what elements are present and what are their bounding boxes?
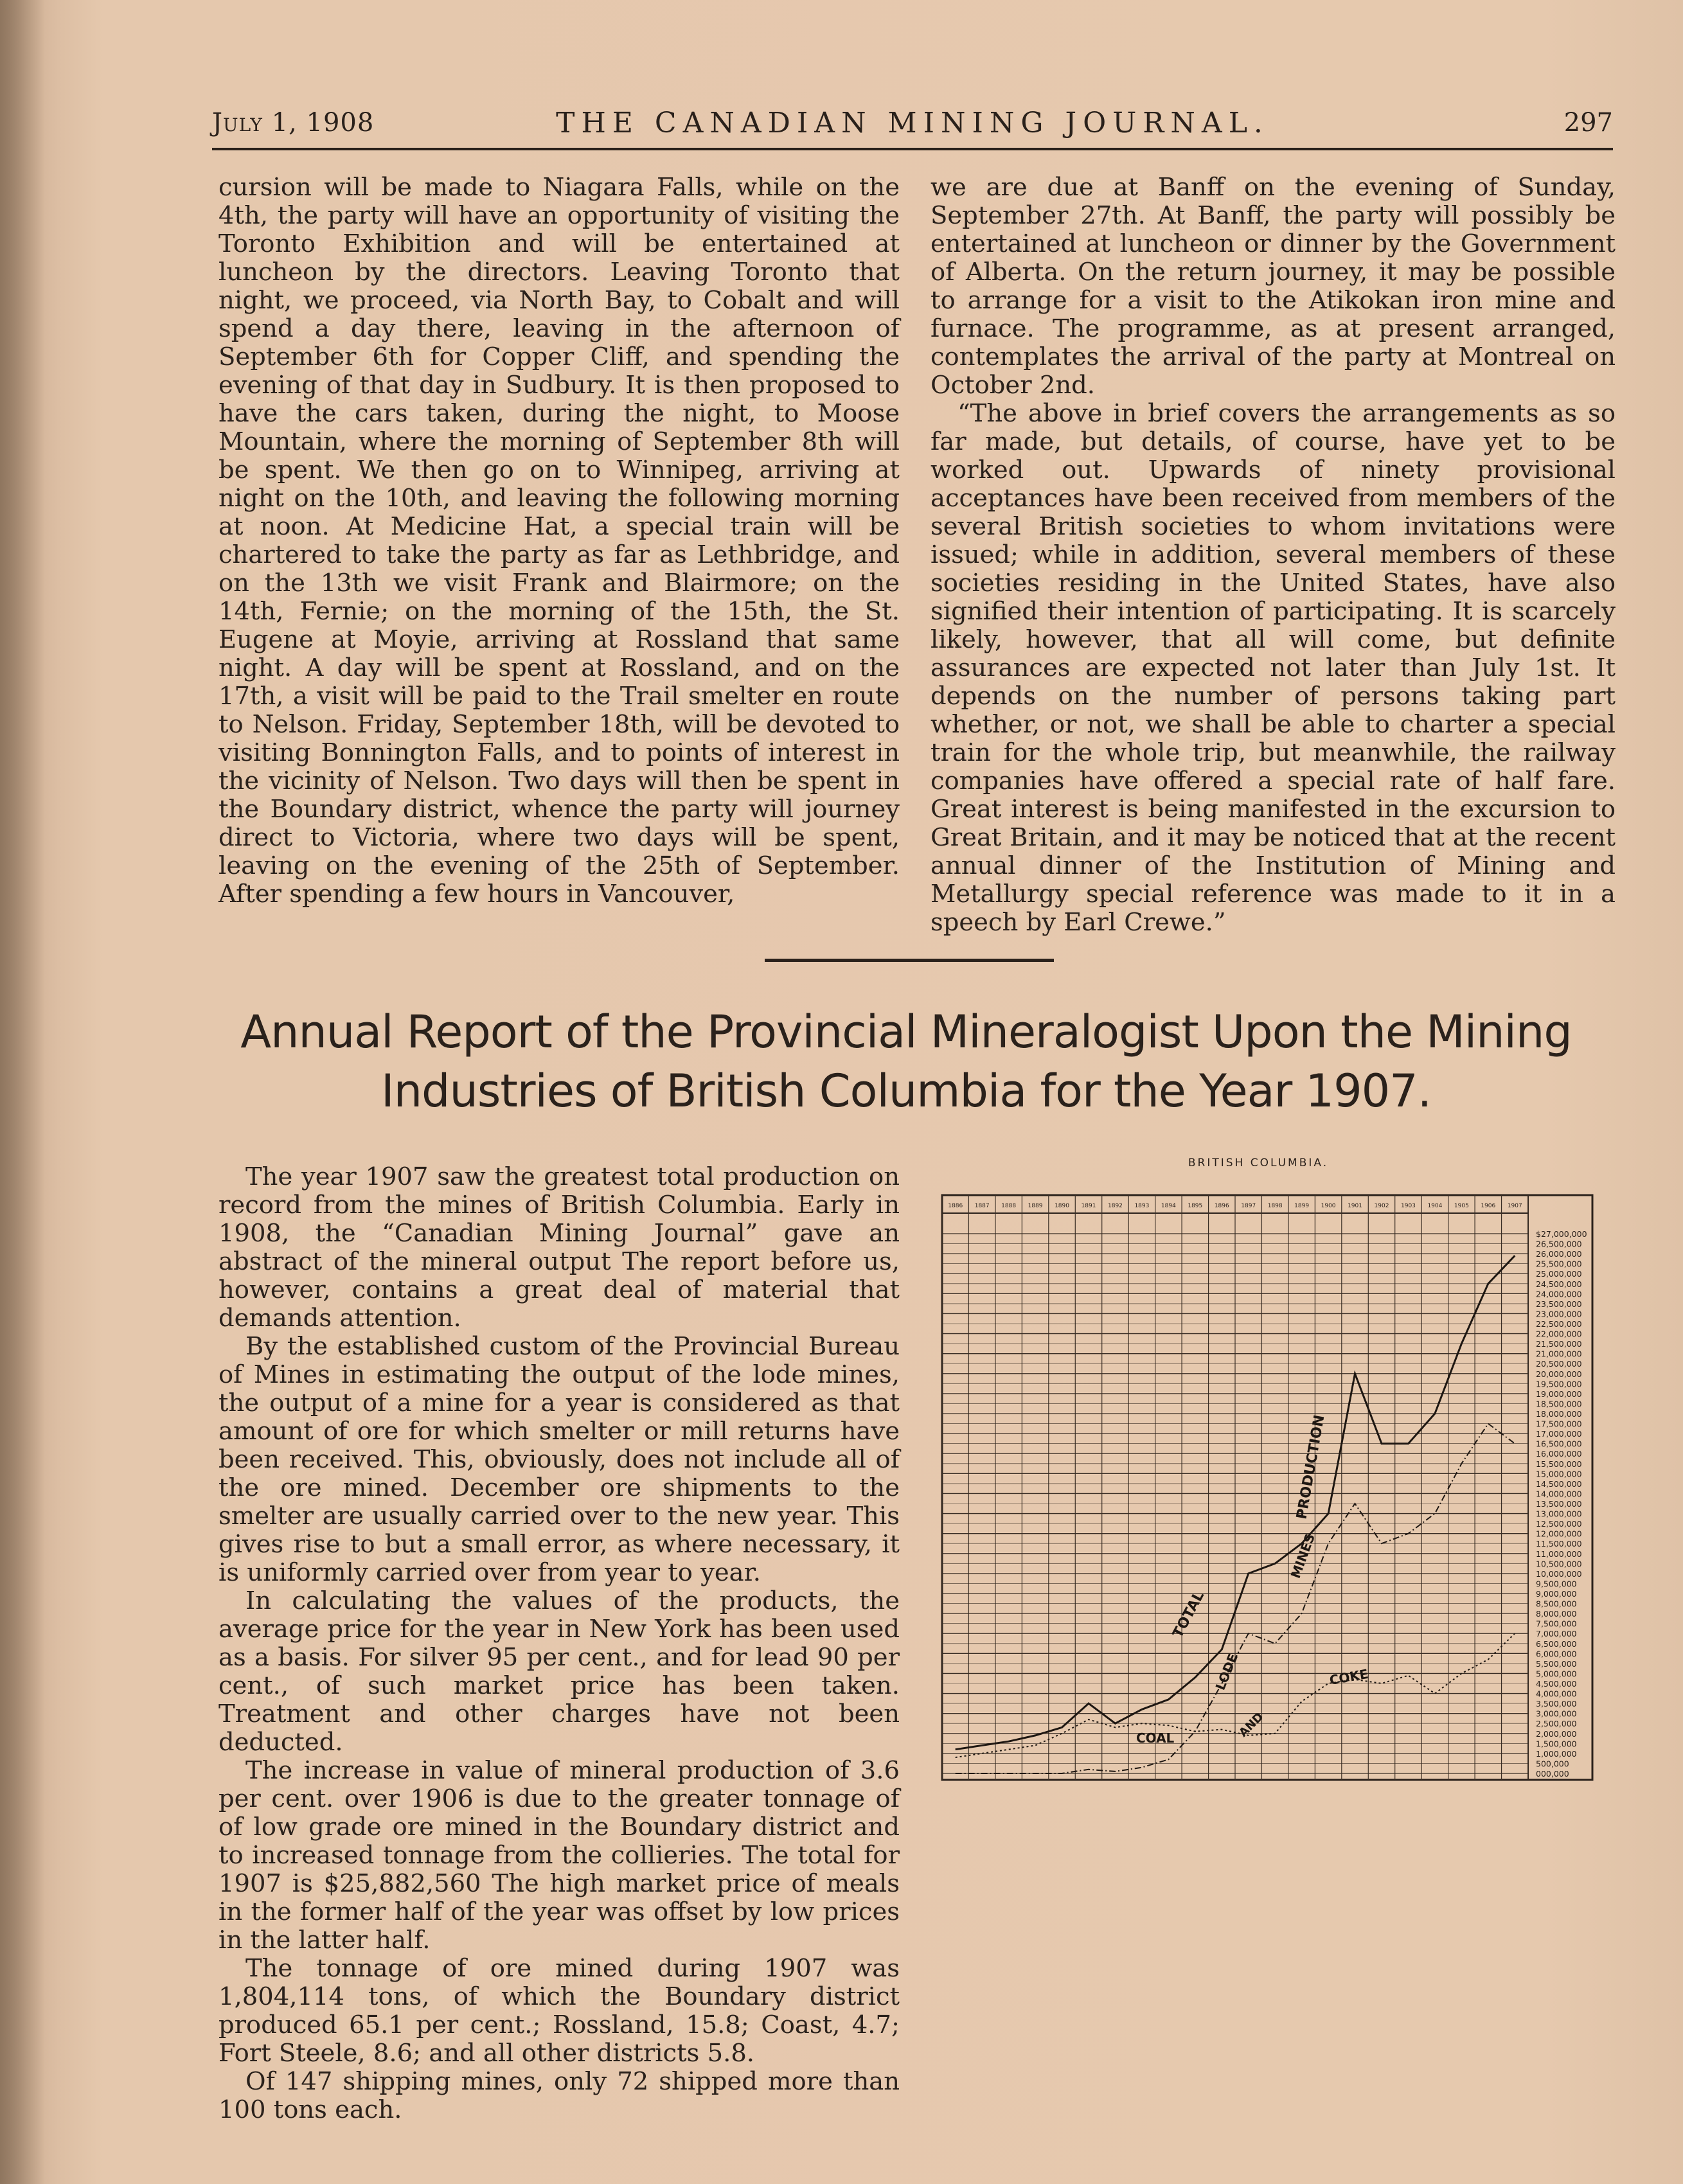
- series-annotation: MINES: [1287, 1531, 1318, 1581]
- y-tick-label: 8,000,000: [1536, 1609, 1577, 1619]
- x-tick-label: 1900: [1321, 1203, 1336, 1209]
- article-body-column: [218, 1163, 900, 2124]
- header-journal-title: THE CANADIAN MINING JOURNAL.: [556, 107, 1269, 139]
- continued-paragraph: we are due at Banff on the evening of Sunday, September 27th. At Banff, the party will possibly be entertained at luncheon or dinner by the Government of Alberta. On the return journey, it may be possible to arrange for a visit to the Atikokan iron mine and furnace. The programme, as at present arranged, contemplates the arrival of the party at Montreal on October 2nd.: [931, 173, 1616, 400]
- y-tick-label: 11,000,000: [1536, 1549, 1582, 1559]
- x-tick-label: 1907: [1507, 1203, 1522, 1209]
- x-tick-label: 1902: [1374, 1203, 1389, 1209]
- y-tick-label: 18,500,000: [1536, 1399, 1582, 1409]
- x-tick-label: 1903: [1401, 1203, 1416, 1209]
- y-tick-label: 9,500,000: [1536, 1579, 1577, 1589]
- article-title-line: Annual Report of the Provincial Mineralogist Upon the Mining: [240, 1006, 1572, 1058]
- y-tick-label: 17,000,000: [1536, 1429, 1582, 1439]
- y-tick-label: 22,500,000: [1536, 1319, 1582, 1329]
- y-tick-label: 21,000,000: [1536, 1349, 1582, 1359]
- continued-left-column: [218, 173, 900, 909]
- x-tick-label: 1906: [1481, 1203, 1496, 1209]
- y-tick-label: 7,000,000: [1536, 1629, 1577, 1639]
- y-tick-label: 16,000,000: [1536, 1449, 1582, 1459]
- y-tick-label: 6,500,000: [1536, 1638, 1577, 1649]
- y-tick-label: 25,000,000: [1536, 1269, 1582, 1279]
- article-paragraph: In calculating the values of the products, the average price for the year in New York has been used as a basis. For silver 95 per cent., and for lead 90 per cent., of such market price has been taken. Treatment and other charges have not been deducted.: [218, 1586, 900, 1757]
- y-tick-label: 2,500,000: [1536, 1719, 1577, 1729]
- y-tick-label: 12,500,000: [1536, 1519, 1582, 1529]
- series-annotation: TOTAL: [1170, 1588, 1208, 1641]
- y-tick-label: 2,000,000: [1536, 1728, 1577, 1739]
- y-tick-label: 18,000,000: [1536, 1409, 1582, 1419]
- y-tick-label: 20,500,000: [1536, 1359, 1582, 1369]
- x-tick-label: 1897: [1241, 1203, 1256, 1209]
- y-tick-label: 000,000: [1536, 1769, 1569, 1779]
- y-tick-label: 5,000,000: [1536, 1669, 1577, 1679]
- y-tick-label: 17,500,000: [1536, 1419, 1582, 1429]
- y-tick-label: 10,500,000: [1536, 1559, 1582, 1569]
- y-tick-label: 15,000,000: [1536, 1469, 1582, 1479]
- y-tick-label: 3,500,000: [1536, 1699, 1577, 1709]
- y-tick-label: $27,000,000: [1536, 1229, 1587, 1239]
- series-annotation: LODE: [1212, 1651, 1242, 1692]
- y-tick-label: 19,000,000: [1536, 1389, 1582, 1399]
- article-paragraph: The year 1907 saw the greatest total production on record from the mines of British Columbia. Early in 1908, the “Canadian Mining Journal” gave an abstract of the mineral output The report before us, however, contains a great deal of material that demands attention.: [218, 1162, 900, 1333]
- continued-right-column: [931, 173, 1616, 937]
- series-annotation: COAL: [1135, 1730, 1175, 1746]
- x-tick-label: 1888: [1001, 1203, 1017, 1209]
- continued-paragraph: “The above in brief covers the arrangements as so far made, but details, of course, have yet to be worked out. Upwards of ninety provisional acceptances have been received from members of the several British societies to whom invitations were issued; while in addition, several members of these societies residing in the United States, have also signified their intention of participating. It is scarcely likely, however, that all will come, but definite assurances are expected not later than July 1st. It depends on the number of persons taking part whether, or not, we shall be able to charter a special train for the whole trip, but meanwhile, the railway companies have offered a special rate of half fare. Great interest is being manifested in the excursion to Great Britain, and it may be noticed that at the recent annual dinner of the Institution of Mining and Metallurgy special reference was made to it in a speech by Earl Crewe.”: [931, 399, 1616, 937]
- y-tick-label: 23,000,000: [1536, 1309, 1582, 1319]
- y-tick-label: 5,500,000: [1536, 1658, 1577, 1669]
- y-tick-label: 25,500,000: [1536, 1259, 1582, 1269]
- production-chart: [937, 1150, 1618, 1793]
- x-tick-label: 1890: [1055, 1203, 1069, 1209]
- chart-frame: [942, 1195, 1592, 1780]
- y-tick-label: 10,000,000: [1536, 1568, 1582, 1579]
- y-tick-label: 15,500,000: [1536, 1459, 1582, 1469]
- y-tick-label: 14,500,000: [1536, 1478, 1582, 1489]
- binding-shadow: [0, 0, 45, 2184]
- x-tick-label: 1886: [948, 1203, 963, 1209]
- x-tick-label: 1896: [1214, 1203, 1229, 1209]
- header-date: July 1, 1908: [212, 108, 375, 138]
- y-tick-label: 13,000,000: [1536, 1509, 1582, 1519]
- x-tick-label: 1892: [1108, 1203, 1123, 1209]
- x-tick-label: 1904: [1427, 1203, 1443, 1209]
- y-tick-label: 4,500,000: [1536, 1679, 1577, 1689]
- x-tick-label: 1895: [1188, 1203, 1203, 1209]
- y-tick-label: 22,000,000: [1536, 1329, 1582, 1339]
- x-tick-label: 1905: [1454, 1203, 1469, 1209]
- y-tick-label: 16,500,000: [1536, 1439, 1582, 1449]
- production-chart-svg: [937, 1150, 1618, 1793]
- y-tick-label: 8,500,000: [1536, 1599, 1577, 1609]
- running-header: [212, 103, 1613, 150]
- y-tick-label: 14,000,000: [1536, 1489, 1582, 1499]
- y-tick-label: 26,500,000: [1536, 1239, 1582, 1249]
- article-paragraph: The increase in value of mineral production of 3.6 per cent. over 1906 is due to the greater tonnage of of low grade ore mined in the Boundary district and to increased tonnage from the collieries. The total for 1907 is $25,882,560 The high market price of meals in the former half of the year was offset by low prices in the latter half.: [218, 1756, 900, 1955]
- y-tick-label: 500,000: [1536, 1759, 1569, 1769]
- article-title: [193, 1002, 1619, 1121]
- y-tick-label: 21,500,000: [1536, 1339, 1582, 1349]
- series-annotation: COKE: [1328, 1665, 1370, 1689]
- x-tick-label: 1889: [1028, 1203, 1043, 1209]
- article-title-line: Industries of British Columbia for the Year 1907.: [381, 1065, 1431, 1117]
- header-page-number: 297: [1563, 108, 1613, 138]
- continued-paragraph: cursion will be made to Niagara Falls, while on the 4th, the party will have an opportunity of visiting the Toronto Exhibition and will be entertained at luncheon by the directors. Leaving Toronto that night, we proceed, via North Bay, to Cobalt and will spend a day there, leaving in the afternoon of September 6th for Copper Cliff, and spending the evening of that day in Sudbury. It is then proposed to have the cars taken, during the night, to Moose Mountain, where the morning of September 8th will be spent. We then go on to Winnipeg, arriving at night on the 10th, and leaving the following morning at noon. At Medicine Hat, a special train will be chartered to take the party as far as Lethbridge, and on the 13th we visit Frank and Blairmore; on the 14th, Fernie; on the morning of the 15th, the St. Eugene at Moyie, arriving at Rossland that same night. A day will be spent at Rossland, and on the 17th, a visit will be paid to the Trail smelter en route to Nelson. Friday, September 18th, will be devoted to visiting Bonnington Falls, and to points of interest in the vicinity of Nelson. Two days will then be spent in the Boundary district, whence the party will journey direct to Victoria, where two days will be spent, leaving on the evening of the 25th of September. After spending a few hours in Vancouver,: [218, 173, 900, 909]
- x-tick-label: 1901: [1348, 1203, 1362, 1209]
- y-tick-label: 12,000,000: [1536, 1529, 1582, 1539]
- y-tick-label: 4,000,000: [1536, 1689, 1577, 1699]
- y-tick-label: 6,000,000: [1536, 1649, 1577, 1659]
- y-tick-label: 3,000,000: [1536, 1709, 1577, 1719]
- x-tick-label: 1893: [1134, 1203, 1150, 1209]
- series-annotation: PRODUCTION: [1294, 1414, 1328, 1521]
- article-paragraph: The tonnage of ore mined during 1907 was 1,804,114 tons, of which the Boundary district produced 65.1 per cent.; Rossland, 15.8; Coast, 4.7; Fort Steele, 8.6; and all other districts 5.8.: [218, 1954, 900, 2068]
- series-annotation: AND: [1236, 1710, 1267, 1740]
- y-tick-label: 23,500,000: [1536, 1299, 1582, 1309]
- y-tick-label: 19,500,000: [1536, 1379, 1582, 1389]
- y-tick-label: 13,500,000: [1536, 1499, 1582, 1509]
- section-divider: [765, 959, 1054, 962]
- y-tick-label: 24,000,000: [1536, 1289, 1582, 1299]
- y-tick-label: 24,500,000: [1536, 1279, 1582, 1289]
- x-tick-label: 1899: [1294, 1203, 1310, 1209]
- article-paragraph: Of 147 shipping mines, only 72 shipped more than 100 tons each.: [218, 2067, 900, 2124]
- x-tick-label: 1887: [974, 1203, 990, 1209]
- y-tick-label: 26,000,000: [1536, 1249, 1582, 1259]
- chart-title: BRITISH COLUMBIA.: [1188, 1157, 1329, 1169]
- y-tick-label: 7,500,000: [1536, 1619, 1577, 1629]
- x-tick-label: 1891: [1081, 1203, 1096, 1209]
- y-tick-label: 1,000,000: [1536, 1748, 1577, 1759]
- y-tick-label: 1,500,000: [1536, 1739, 1577, 1749]
- y-tick-label: 9,000,000: [1536, 1589, 1577, 1599]
- x-tick-label: 1898: [1267, 1203, 1283, 1209]
- y-tick-label: 20,000,000: [1536, 1369, 1582, 1379]
- article-paragraph: By the established custom of the Provincial Bureau of Mines in estimating the output of the lode mines, the output of a mine for a year is considered as that amount of ore for which smelter or mill returns have been received. This, obviously, does not include all of the ore mined. December ore shipments to the smelter are usually carried over to the new year. This gives rise to but a small error, as where necessary, it is uniformly carried over from year to year.: [218, 1332, 900, 1587]
- y-tick-label: 11,500,000: [1536, 1539, 1582, 1549]
- x-tick-label: 1894: [1161, 1203, 1176, 1209]
